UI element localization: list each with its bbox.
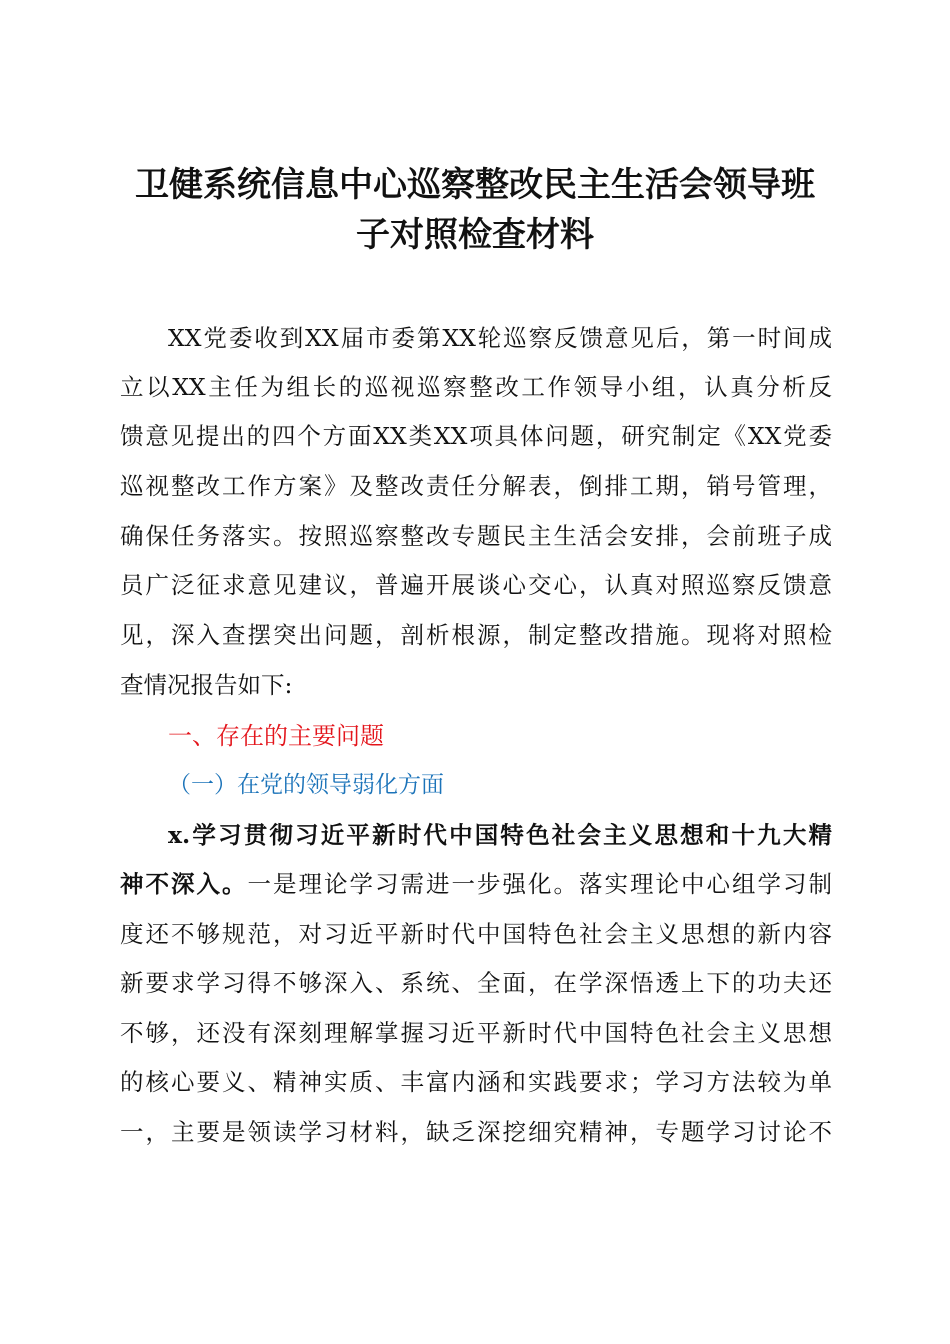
intro-paragraph-line: 员广泛征求意见建议，普遍开展谈心交心，认真对照巡察反馈意	[120, 571, 832, 599]
intro-paragraph-line: 馈意见提出的四个方面XX类XX项具体问题，研究制定《XX党委	[120, 422, 832, 450]
item-paragraph-line: 新要求学习得不够深入、系统、全面，在学深悟透上下的功夫还	[120, 969, 832, 997]
subsection-heading: （一）在党的领导弱化方面	[168, 772, 444, 798]
document-title-line-1: 卫健系统信息中心巡察整改民主生活会领导班	[135, 165, 815, 205]
section-heading: 一、存在的主要问题	[168, 722, 384, 750]
intro-paragraph-line: 巡视整改工作方案》及整改责任分解表，倒排工期，销号管理，	[120, 472, 832, 500]
item-paragraph-text: 一是理论学习需进一步强化。落实理论中心组学习制	[247, 870, 832, 898]
intro-paragraph-line: 见，深入查摆突出问题，剖析根源，制定整改措施。现将对照检	[120, 621, 832, 649]
item-paragraph-line: 的核心要义、精神实质、丰富内涵和实践要求；学习方法较为单	[120, 1068, 832, 1096]
intro-paragraph-line: 查情况报告如下:	[120, 671, 293, 699]
item-heading-tail: 神不深入。	[120, 870, 248, 898]
item-paragraph-line: 不够，还没有深刻理解掌握习近平新时代中国特色社会主义思想	[120, 1019, 832, 1047]
item-heading-line: x.学习贯彻习近平新时代中国特色社会主义思想和十九大精	[168, 821, 832, 849]
intro-paragraph-line: 确保任务落实。按照巡察整改专题民主生活会安排，会前班子成	[120, 522, 832, 550]
item-paragraph-line	[120, 860, 832, 908]
intro-paragraph-line: XX党委收到XX届市委第XX轮巡察反馈意见后，第一时间成	[168, 324, 832, 352]
item-paragraph-line: 一，主要是领读学习材料，缺乏深挖细究精神，专题学习讨论不	[120, 1118, 832, 1146]
document-title-line-2: 子对照检查材料	[356, 215, 594, 255]
item-paragraph-line: 度还不够规范，对习近平新时代中国特色社会主义思想的新内容	[120, 920, 832, 948]
intro-paragraph-line: 立以XX主任为组长的巡视巡察整改工作领导小组，认真分析反	[120, 373, 832, 401]
